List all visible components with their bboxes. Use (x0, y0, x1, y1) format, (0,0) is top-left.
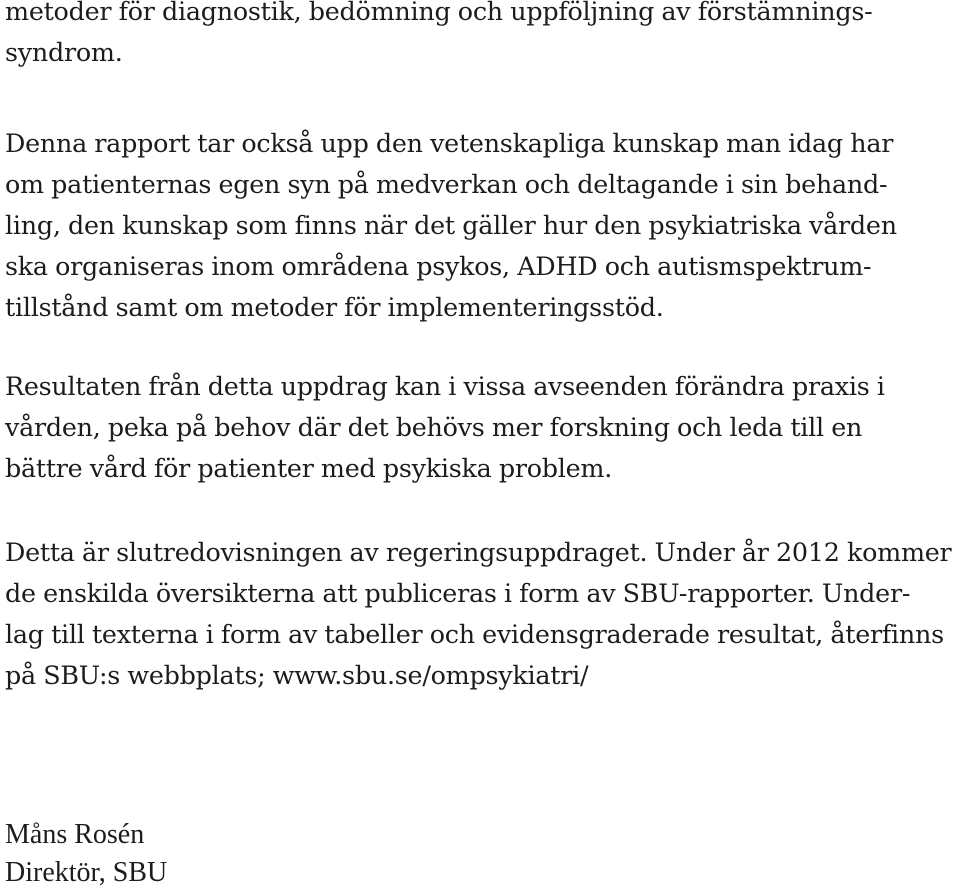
signature-title: Direktör, SBU (5, 857, 168, 888)
paragraph-diagnostics: metoder för diagnostik, bedömning och uppföljning av förstämnings- syndrom. (5, 0, 873, 67)
paragraph-scientific-knowledge: Denna rapport tar också upp den vetenskapliga kunskap man idag har om patienternas egen syn på medverkan och deltagande i sin behand- ling, den kunskap som finns när det gäller hur den psykiatriska vården ska organiseras inom områdena psykos, ADHD och autismspektrum- tillstånd samt om metoder för implementeringsstöd. (5, 128, 897, 322)
signature-block (5, 816, 167, 892)
signature-name: Måns Rosén (5, 819, 145, 850)
paragraph-final-report: Detta är slutredovisningen av regeringsuppdraget. Under år 2012 kommer de enskilda översikterna att publiceras i form av SBU-rapporter. Under- lag till texterna i form av tabeller och evidensgraderade resultat, återfinns på SBU:s webbplats; www.sbu.se/ompsykiatri/ (5, 537, 952, 690)
paragraph-results: Resultaten från detta uppdrag kan i vissa avseenden förändra praxis i vården, peka på behov där det behövs mer forskning och leda till en bättre vård för patienter med psykiska problem. (5, 371, 885, 483)
